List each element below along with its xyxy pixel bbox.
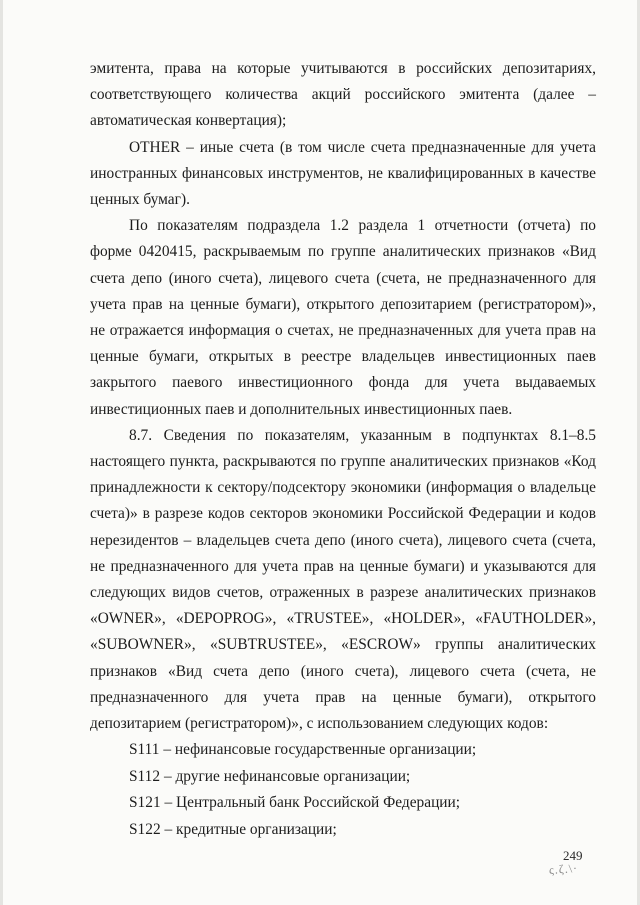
code-item — [90, 790, 596, 817]
code-item — [90, 737, 596, 764]
paragraph-8-7: 8.7. Сведения по показателям, указанным в подпунктах 8.1–8.5 настоящего пункта, раскрываются по группе аналитических признаков «Код принадлежности к сектору/подсектору экономики (информация о владельце счета)» в разрезе кодов секторов экономики Российской Федерации и кодов нерезидентов – владельцев счета депо (иного счета), лицевого счета (счета, не предназначенного для учета прав на ценные бумаги) и указываются для следующих видов счетов, отраженных в разрезе аналитических признаков «OWNER», «DEPOPROG», «TRUSTEE», «HOLDER», «FAUTHOLDER», «SUBOWNER», «SUBTRUSTEE», «ESCROW» группы аналитических признаков «Вид счета депо (иного счета), лицевого счета (счета, не предназначенного для учета прав на ценные бумаги), открытого депозитарием (регистратором)», с использованием следующих кодов: — [90, 426, 596, 733]
paragraph-subsection-1-2: По показателям подраздела 1.2 раздела 1 отчетности (отчета) по форме 0420415, раскрываемым по группе аналитических признаков «Вид счета депо (иного счета), лицевого счета (счета, не предназначенного для учета прав на ценные бумаги), открытого депозитарием (регистратором)», не отражается информация о счетах, не предназначенных для учета прав на ценные бумаги, открытых в реестре владельцев инвестиционных паев закрытого паевого инвестиционного фонда для учета выдаваемых инвестиционных паев и дополнительных инвестиционных паев. — [90, 217, 596, 418]
left-page-edge — [0, 0, 3, 905]
paragraph-continuation: эмитента, права на которые учитываются в российских депозитариях, соответствующего количества акций российского эмитента (далее – автоматическая конвертация); — [90, 60, 596, 130]
code-label: S112 — [129, 767, 161, 785]
paragraph-other-accounts: OTHER – иные счета (в том числе счета предназначенные для учета иностранных финансовых инструментов, не квалифицированных в качестве ценных бумаг). — [90, 138, 596, 209]
stamp-mark: ς.ζ.\· — [548, 861, 579, 877]
code-description: – кредитные организации; — [164, 821, 337, 839]
code-description: – другие нефинансовые организации; — [163, 767, 411, 785]
code-label: S111 — [129, 741, 160, 759]
code-description: – Центральный банк Российской Федерации; — [164, 794, 461, 812]
page-number: 249 — [563, 848, 583, 863]
code-label: S121 — [129, 794, 161, 812]
document-body — [90, 56, 596, 844]
code-description: – нефинансовые государственные организации; — [163, 741, 477, 759]
code-item — [90, 764, 596, 791]
code-item — [90, 817, 596, 844]
code-label: S122 — [129, 821, 161, 839]
